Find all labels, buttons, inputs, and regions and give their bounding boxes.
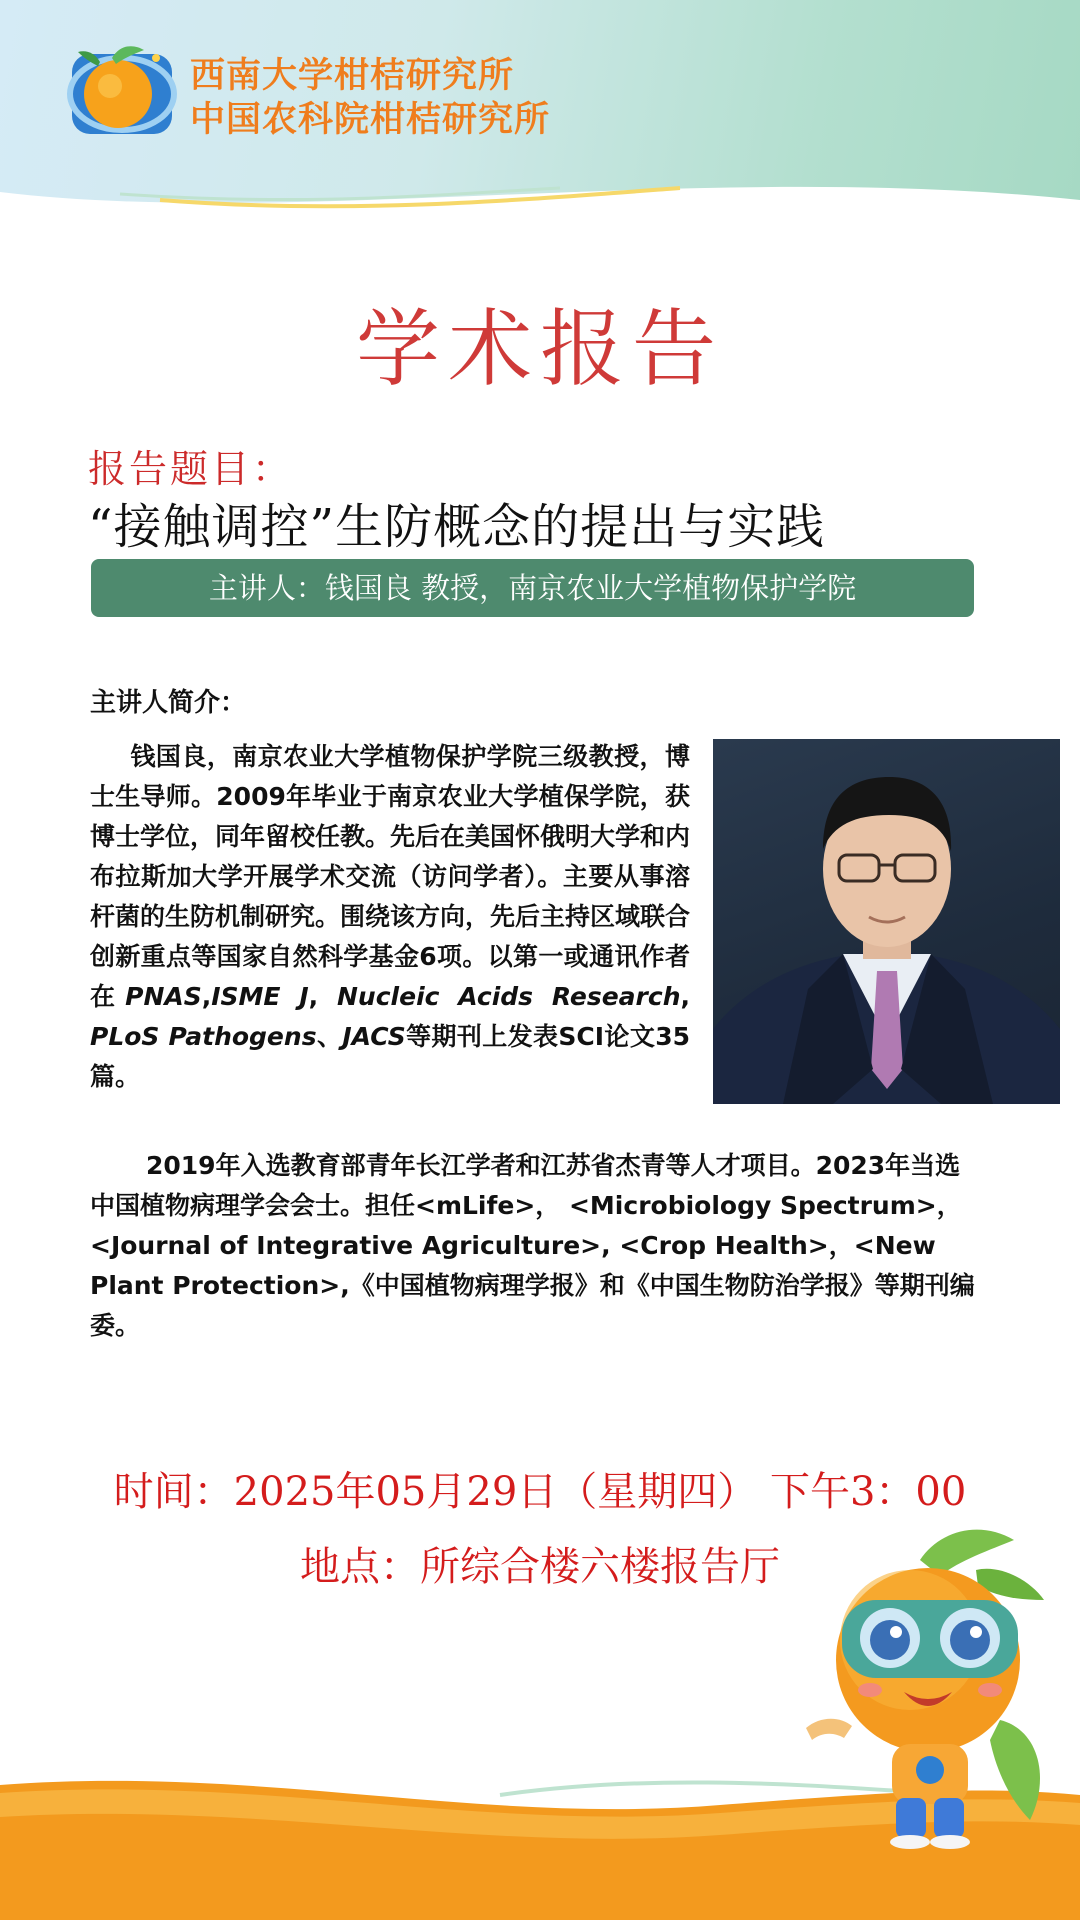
- institution-name-line2: 中国农科院柑桔研究所: [190, 100, 551, 140]
- journal-name: PNAS: [125, 982, 202, 1011]
- bio-text-honors: 2019年入选教育部青年长江学者和江苏省杰青等人才项目。2023年当选中国植物病理学会会士。担任<mLife>， <Microbiology Spectrum>，<Journal of Integrative Agriculture>, <Crop Health>，<New Plant Protection>,《中国植物病理学报》和《中国生物防治学报》等期刊编委。: [90, 1151, 975, 1340]
- speaker-portrait: [713, 739, 1060, 1104]
- separator: ,: [308, 982, 337, 1011]
- journal-name: PLoS Pathogens: [90, 1022, 317, 1051]
- journal-name: ISME J: [211, 982, 309, 1011]
- bio-text-end: 等期刊上发表SCI论文35篇。: [90, 1022, 690, 1091]
- separator: 、: [316, 1022, 343, 1051]
- topic-label: 报告题目：: [88, 447, 294, 491]
- event-location: 地点：所综合楼六楼报告厅: [300, 1544, 780, 1590]
- speaker-portrait-drawing: [713, 739, 1060, 1104]
- journal-name: Nucleic Acids Research: [337, 982, 681, 1011]
- event-time: 时间：2025年05月29日（星期四） 下午3：00: [113, 1469, 967, 1515]
- speaker-bio-paragraph-1: [90, 737, 690, 1097]
- orange-fruit-logo-icon: [60, 40, 180, 140]
- page-title: 学术报告: [355, 300, 724, 398]
- speaker-intro-heading: 主讲人简介：: [90, 688, 247, 718]
- orange-mascot-illustration: [800, 1520, 1060, 1850]
- bio-text-main: 钱国良，南京农业大学植物保护学院三级教授，博士生导师。2009年毕业于南京农业大学植保学院，获博士学位，同年留校任教。先后在美国怀俄明大学和内布拉斯加大学开展学术交流（访问学者）。主要从事溶杆菌的生防机制研究。围绕该方向，先后主持区域联合创新重点等国家自然科学基金6项。以第一或通讯作者在: [90, 742, 691, 1011]
- speaker-bio-paragraph-2: [90, 1146, 980, 1346]
- topic-title: “接触调控”生防概念的提出与实践: [88, 499, 826, 555]
- header-banner: [0, 0, 1080, 215]
- separator: ,: [201, 982, 212, 1011]
- header-wave-decoration: [0, 170, 1080, 215]
- separator: ,: [680, 982, 690, 1011]
- speaker-banner: 主讲人：钱国良 教授，南京农业大学植物保护学院: [91, 559, 974, 617]
- journal-name: JACS: [342, 1022, 406, 1051]
- institution-name-line1: 西南大学柑桔研究所: [190, 56, 515, 96]
